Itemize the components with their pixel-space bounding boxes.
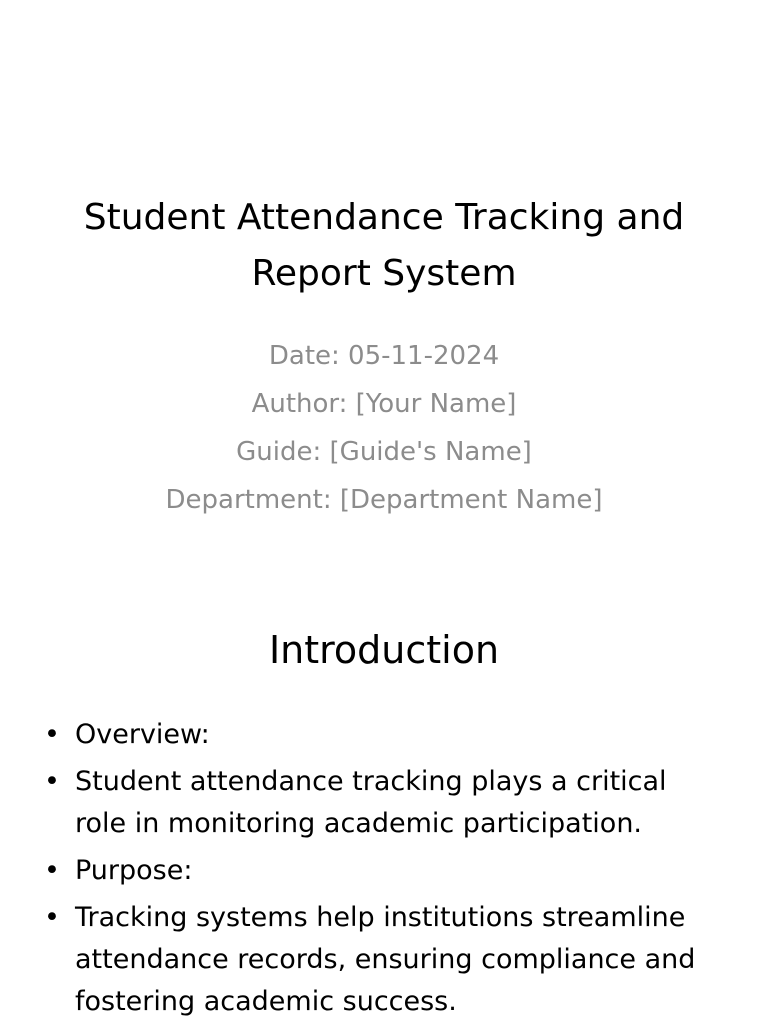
author-line: Author: [Your Name] — [251, 389, 517, 419]
guide-line: Guide: [Guide's Name] — [236, 437, 532, 467]
introduction-slide — [0, 576, 768, 1024]
presentation-title — [40, 190, 728, 302]
bullet-text: Tracking systems help institutions streamline attendance records, ensuring compliance and fostering academic success. — [75, 902, 696, 1017]
department-line: Department: [Department Name] — [165, 485, 603, 515]
title-line-2: Report System — [251, 253, 517, 294]
date-line: Date: 05-11-2024 — [268, 341, 500, 371]
bullet-dot: • — [44, 855, 60, 886]
bullet-item — [44, 850, 724, 892]
bullet-text: Overview: — [75, 719, 210, 750]
bullet-dot: • — [44, 719, 60, 750]
bullet-text: Student attendance tracking plays a critical role in monitoring academic participation. — [75, 766, 667, 839]
introduction-heading: Introduction — [268, 628, 500, 672]
bullet-text: Purpose: — [75, 855, 193, 886]
bullet-item — [44, 714, 724, 756]
bullet-dot: • — [44, 902, 60, 933]
title-line-1: Student Attendance Tracking and — [83, 197, 685, 238]
introduction-bullet-list — [44, 714, 724, 1028]
title-slide-subtitle — [40, 332, 728, 524]
bullet-item — [44, 761, 724, 845]
bullet-dot: • — [44, 766, 60, 797]
bullet-item — [44, 897, 724, 1023]
